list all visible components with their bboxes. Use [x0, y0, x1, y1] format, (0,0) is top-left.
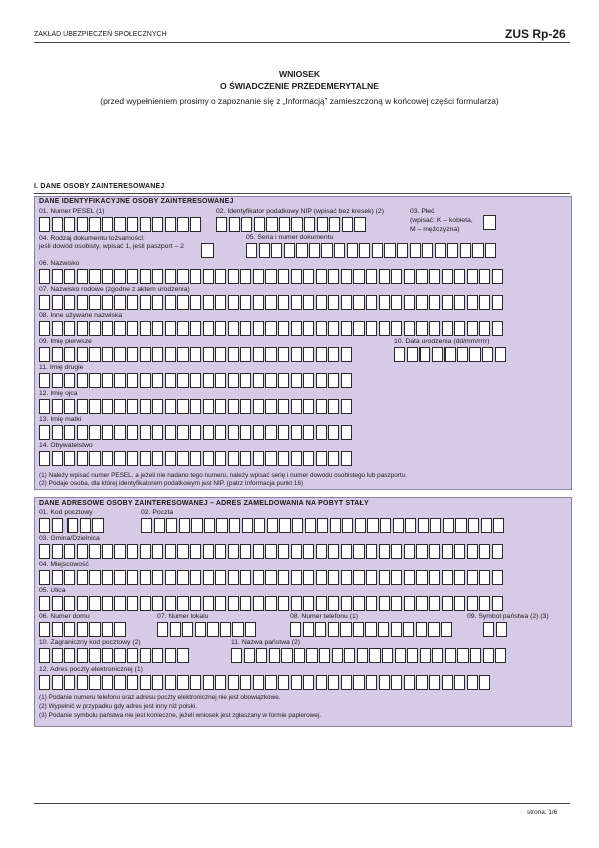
- commune-label: 03. Gmina/Dzielnica: [39, 535, 100, 542]
- birth-surname-label: 07. Nazwisko rodowe (zgodne z aktem urodzenia): [39, 286, 190, 293]
- birth-surname-field[interactable]: [39, 295, 504, 310]
- doc-type-hint: jeśli dowód osobisty, wpisać 1, jeśli paszport – 2: [39, 243, 184, 250]
- sex-hint-1: (wpisać: K – kobieta,: [410, 217, 473, 224]
- header-rule: [34, 42, 570, 43]
- country-name-label: 11. Nazwa państwa (2): [231, 639, 301, 646]
- second-name-label: 11. Imię drugie: [39, 364, 84, 371]
- nip-field[interactable]: [216, 217, 367, 232]
- doc-number-field[interactable]: [246, 243, 498, 258]
- country-name-field[interactable]: [231, 648, 508, 663]
- email-label: 12. Adres poczty elektronicznej (1): [39, 666, 143, 673]
- other-names-label: 08. Inne używane nazwiska: [39, 312, 123, 319]
- house-number-field[interactable]: [39, 622, 127, 637]
- section-heading: I. DANE OSOBY ZAINTERESOWANEJ: [34, 183, 165, 190]
- mother-name-field[interactable]: [39, 425, 353, 440]
- address-note-2: (2) Wypełnić w przypadku gdy adres jest inny niż polski.: [39, 703, 197, 710]
- first-name-label: 09. Imię pierwsze: [39, 338, 92, 345]
- title-line2: O ŚWIADCZENIE PRZEDEMERYTALNE: [220, 81, 379, 91]
- street-label: 05. Ulica: [39, 587, 66, 594]
- phone-field[interactable]: [290, 622, 454, 637]
- birth-date-field[interactable]: [394, 347, 507, 362]
- form-code: ZUS Rp-26: [505, 27, 566, 41]
- phone-label: 08. Numer telefonu (1): [290, 613, 359, 620]
- ident-note-1: (1) Należy wpisać numer PESEL, a jeżeli nie nadano tego numeru, należy wpisać serię i numer dowodu osobistego lub paszportu.: [39, 472, 408, 479]
- postal-code-field[interactable]: [39, 518, 105, 533]
- citizenship-label: 14. Obywatelstwo: [39, 442, 93, 449]
- pesel-label: 01. Numer PESEL (1): [39, 208, 105, 215]
- doc-number-label: 05. Seria i numer dokumentu: [246, 234, 334, 241]
- page-number: strona: 1/6: [527, 809, 558, 816]
- postal-code-label: 01. Kod pocztowy: [39, 509, 93, 516]
- footer-rule: [34, 803, 570, 804]
- nip-label: 02. Identyfikator podatkowy NIP (wpisać bez kresek) (2): [216, 208, 384, 215]
- doc-type-label: 04. Rodzaj dokumentu tożsamości:: [39, 235, 145, 242]
- country-symbol-label: 09. Symbol państwa (2) (3): [467, 613, 549, 620]
- section-rule: [34, 193, 570, 194]
- title-subtitle: (przed wypełnieniem prosimy o zapoznanie się z „Informacją” zamieszczoną w końcowej części formularza): [100, 96, 499, 106]
- foreign-postal-field[interactable]: [39, 648, 190, 663]
- house-number-label: 06. Numer domu: [39, 613, 90, 620]
- flat-number-field[interactable]: [157, 622, 258, 637]
- commune-field[interactable]: [39, 544, 504, 559]
- institution-name: ZAKŁAD UBEZPIECZEŃ SPOŁECZNYCH: [34, 31, 167, 38]
- street-field[interactable]: [39, 596, 504, 611]
- foreign-postal-label: 10. Zagraniczny kod pocztowy (2): [39, 639, 141, 646]
- ident-note-2: (2) Podaje osoba, dla której identyfikatorem podatkowym jest NIP. (patrz Informacja punkt 16): [39, 480, 304, 487]
- address-heading: DANE ADRESOWE OSOBY ZAINTERESOWANEJ – ADRES ZAMELDOWANIA NA POBYT STAŁY: [39, 500, 369, 507]
- address-note-3: (3) Podanie symbolu państwa nie jest konieczne, jeżeli wniosek jest zgłaszany w formie papierowej.: [39, 712, 322, 719]
- post-office-label: 02. Poczta: [141, 509, 174, 516]
- title-line1: WNIOSEK: [278, 69, 321, 79]
- surname-field[interactable]: [39, 269, 504, 284]
- surname-label: 06. Nazwisko: [39, 260, 80, 267]
- country-symbol-field[interactable]: [483, 622, 508, 637]
- sex-field[interactable]: [483, 215, 496, 230]
- identification-heading: DANE IDENTYFIKACYJNE OSOBY ZAINTERESOWANEJ: [39, 198, 234, 205]
- citizenship-field[interactable]: [39, 451, 353, 466]
- other-names-field[interactable]: [39, 321, 504, 336]
- town-field[interactable]: [39, 570, 504, 585]
- post-office-field[interactable]: [141, 518, 506, 533]
- address-note-1: (1) Podanie numeru telefonu oraz adresu poczty elektronicznej nie jest obowiązkowe.: [39, 694, 281, 701]
- father-name-label: 12. Imię ojca: [39, 390, 78, 397]
- email-field[interactable]: [39, 675, 492, 690]
- sex-hint-2: M – mężczyzna): [410, 226, 460, 233]
- town-label: 04. Miejscowość: [39, 561, 89, 568]
- second-name-field[interactable]: [39, 373, 353, 388]
- doc-type-field[interactable]: [201, 243, 214, 258]
- mother-name-label: 13. Imię matki: [39, 416, 82, 423]
- birth-date-label: 10. Data urodzenia (dd/mm/rrrr): [394, 338, 490, 345]
- father-name-field[interactable]: [39, 399, 353, 414]
- flat-number-label: 07. Numer lokalu: [157, 613, 209, 620]
- sex-label: 03. Płeć: [410, 208, 435, 215]
- pesel-field[interactable]: [39, 217, 203, 232]
- first-name-field[interactable]: [39, 347, 353, 362]
